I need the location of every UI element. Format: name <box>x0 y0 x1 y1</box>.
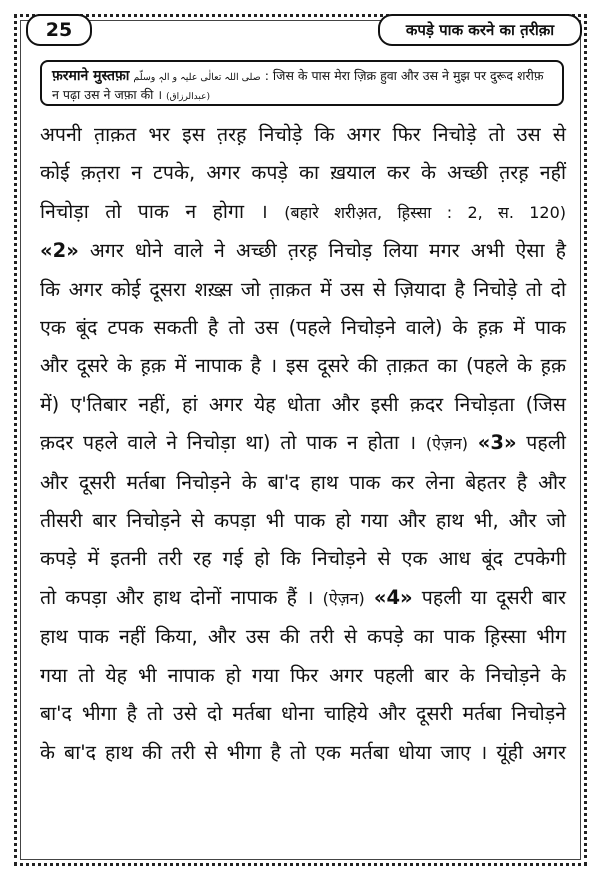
page-number: 25 <box>26 14 92 46</box>
reference-ayzan: (ऐज़न) <box>425 434 469 454</box>
hadith-salutation: صلی اللہ تعالٰی علیہ و الہٖ وسلّم <box>133 72 261 83</box>
text-line <box>40 193 566 232</box>
text-segment: क़दर पहले वाले ने निचोड़ा था) तो पाक न होता । <box>40 431 417 455</box>
text-line: अपनी त़ाक़त भर इस त़रह़ निचोड़े कि अगर फिर निचोड़े तो उस से <box>40 123 566 146</box>
text-line: बा'द भीगा है तो उसे दो मर्तबा धोना चाहिये और दूसरी मर्तबा निचोड़ने <box>40 702 566 726</box>
text-line: के बा'द हाथ की तरी से भीगा है तो एक मर्तबा धोया जाए । यूंही अगर <box>40 740 566 764</box>
text-segment: अगर धोने वाले ने अच्छी त़रह़ निचोड़ लिया मगर अभी ऐसा है <box>89 239 566 263</box>
text-line: तीसरी बार निचोड़ने से कपड़ा भी पाक हो गया और हाथ भी, और जो <box>40 509 566 533</box>
text-line: कोई क़त़रा न टपके, अगर कपड़े का ख़याल कर के अच्छी त़रह़ नहीं <box>40 161 566 185</box>
item-marker-2: «2» <box>40 239 79 263</box>
text-line: और दूसरी मर्तबा निचोड़ने के बा'द हाथ पाक कर लेना बेहतर है और <box>40 470 566 494</box>
item-marker-3: «3» <box>477 431 517 455</box>
text-line: और दूसरे के ह़क़ में नापाक है । इस दूसरे की त़ाक़त का (पहले के ह़क़ <box>40 354 566 378</box>
text-line: हाथ पाक नहीं किया, और उस की तरी से कपड़े का पाक ह़िस्सा भीग <box>40 625 566 649</box>
item-marker-4: «4» <box>373 585 413 609</box>
text-line <box>40 424 566 463</box>
reference-ayzan: (ऐज़न) <box>322 588 365 608</box>
text-line: गया तो येह भी नापाक हो गया फिर अगर पहली बार के निचोड़ने के <box>40 663 566 687</box>
text-line: कि अगर कोई दूसरा शख़्स़ जो त़ाक़त में उस से ज़ियादा है निचोड़े तो दो <box>40 277 566 301</box>
text-line: एक बूंद टपक सकती है तो उस (पहले निचोड़ने वाले) के ह़क़ में पाक <box>40 316 566 340</box>
body-text <box>40 116 566 772</box>
hadith-source: (عبدالرزاق) <box>166 92 210 102</box>
text-line <box>40 579 566 618</box>
text-line <box>40 232 566 270</box>
text-line: कपड़े में इतनी तरी रह गई हो कि निचोड़ने से एक आध बूंद टपकेगी <box>40 547 566 571</box>
hadith-box <box>40 60 564 106</box>
chapter-title: कपड़े पाक करने का त़रीक़ा <box>378 14 582 46</box>
hadith-text-1: : जिस के पास मेरा ज़िक्र हुवा और उस ने मुझ पर दुरूद शरीफ़ <box>264 68 544 83</box>
text-segment: तो कपड़ा और हाथ दोनों नापाक हैं । <box>40 585 314 609</box>
reference-bahare: (बहारे शरीअ़त, ह़िस्सा : 2, स. 120) <box>284 202 567 222</box>
hadith-label: फ़रमाने मुस्तफ़ा <box>52 68 130 84</box>
hadith-text-2: न पढ़ा उस ने जफ़ा की । <box>52 87 163 102</box>
text-segment: पहली या दूसरी बार <box>421 585 566 609</box>
text-segment: निचोड़ा तो पाक न होगा । <box>40 199 268 223</box>
text-segment: पहली <box>526 431 566 455</box>
text-line: में) ए'तिबार नहीं, हां अगर येह धोता और इसी क़दर निचोड़ता (जिस <box>40 392 566 416</box>
